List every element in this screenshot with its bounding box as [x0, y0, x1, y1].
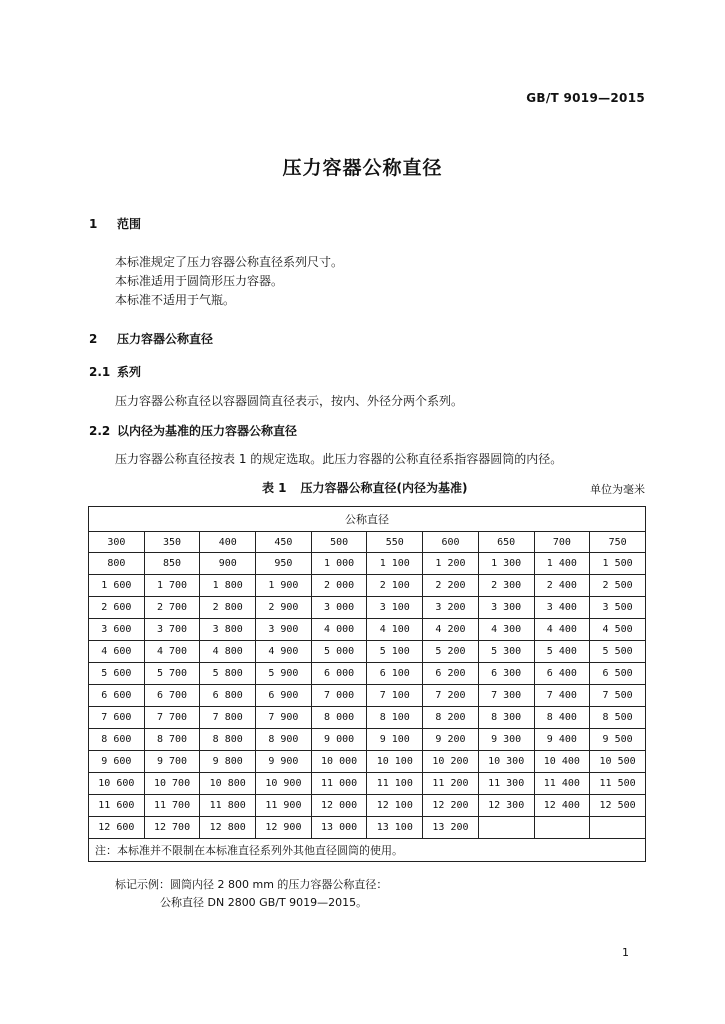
table-cell: 11 100 — [367, 773, 423, 795]
paragraph: 本标准适用于圆筒形压力容器。 — [115, 274, 284, 288]
table-cell: 3 200 — [423, 597, 479, 619]
section-2-2-heading — [89, 422, 297, 439]
table-cell: 3 400 — [534, 597, 590, 619]
table-cell: 8 800 — [200, 729, 256, 751]
table-cell: 4 300 — [478, 619, 534, 641]
table-cell: 10 700 — [144, 773, 200, 795]
table-cell: 1 700 — [144, 575, 200, 597]
table-cell: 450 — [256, 532, 312, 553]
table-cell: 11 800 — [200, 795, 256, 817]
table-cell: 10 800 — [200, 773, 256, 795]
section-2-1-heading — [89, 363, 141, 380]
table-cell: 10 500 — [590, 751, 646, 773]
table-cell — [478, 817, 534, 839]
table-cell: 10 000 — [311, 751, 367, 773]
table-cell: 11 600 — [89, 795, 145, 817]
table-note: 注：本标准并不限制在本标准直径系列外其他直径圆筒的使用。 — [89, 839, 646, 862]
table-cell: 12 700 — [144, 817, 200, 839]
table-cell: 3 500 — [590, 597, 646, 619]
standard-code: GB/T 9019—2015 — [526, 91, 645, 105]
table-cell: 11 200 — [423, 773, 479, 795]
table-cell: 1 000 — [311, 553, 367, 575]
section-number: 2.2 — [89, 424, 111, 438]
table-cell: 2 200 — [423, 575, 479, 597]
table-cell: 13 000 — [311, 817, 367, 839]
table-cell: 800 — [89, 553, 145, 575]
table-cell: 3 000 — [311, 597, 367, 619]
table-cell: 600 — [423, 532, 479, 553]
table-cell: 3 700 — [144, 619, 200, 641]
section-title: 系列 — [117, 365, 142, 379]
table-cell: 8 000 — [311, 707, 367, 729]
table-cell: 8 500 — [590, 707, 646, 729]
section-title: 压力容器公称直径 — [117, 332, 214, 346]
table-cell: 9 500 — [590, 729, 646, 751]
table-cell: 9 600 — [89, 751, 145, 773]
table-cell: 12 100 — [367, 795, 423, 817]
section-number: 2.1 — [89, 365, 111, 379]
table-note-row — [89, 839, 646, 862]
table-cell: 300 — [89, 532, 145, 553]
page-number: 1 — [622, 946, 629, 959]
table-cell: 2 700 — [144, 597, 200, 619]
table-cell: 1 500 — [590, 553, 646, 575]
table-cell: 750 — [590, 532, 646, 553]
table-cell: 4 100 — [367, 619, 423, 641]
table-cell: 8 400 — [534, 707, 590, 729]
table-row — [89, 773, 646, 795]
table-cell: 4 900 — [256, 641, 312, 663]
table-cell: 3 100 — [367, 597, 423, 619]
table-row — [89, 575, 646, 597]
table-cell: 5 400 — [534, 641, 590, 663]
table-cell: 4 200 — [423, 619, 479, 641]
table-cell: 6 400 — [534, 663, 590, 685]
table-cell: 1 400 — [534, 553, 590, 575]
table-row — [89, 685, 646, 707]
table-cell: 7 400 — [534, 685, 590, 707]
table-cell: 7 200 — [423, 685, 479, 707]
table-cell: 2 400 — [534, 575, 590, 597]
paragraph: 本标准规定了压力容器公称直径系列尺寸。 — [115, 255, 344, 269]
table-cell: 1 900 — [256, 575, 312, 597]
table-cell: 1 600 — [89, 575, 145, 597]
table-row — [89, 795, 646, 817]
table-cell: 11 900 — [256, 795, 312, 817]
table-cell: 10 600 — [89, 773, 145, 795]
table-cell: 500 — [311, 532, 367, 553]
table-cell: 2 100 — [367, 575, 423, 597]
table-cell: 11 300 — [478, 773, 534, 795]
table-cell: 6 800 — [200, 685, 256, 707]
table-cell: 5 100 — [367, 641, 423, 663]
table-cell: 4 700 — [144, 641, 200, 663]
table-row — [89, 729, 646, 751]
table-cell: 4 500 — [590, 619, 646, 641]
marking-example: 标记示例：圆筒内径 2 800 mm 的压力容器公称直径： — [115, 878, 388, 891]
table-row — [89, 641, 646, 663]
table-cell: 650 — [478, 532, 534, 553]
table-cell: 2 800 — [200, 597, 256, 619]
table-cell: 1 800 — [200, 575, 256, 597]
table-cell: 12 400 — [534, 795, 590, 817]
table-cell: 10 200 — [423, 751, 479, 773]
table-cell: 8 900 — [256, 729, 312, 751]
table-cell: 400 — [200, 532, 256, 553]
table-cell: 9 200 — [423, 729, 479, 751]
table-cell: 11 500 — [590, 773, 646, 795]
table-row — [89, 663, 646, 685]
table-cell: 4 800 — [200, 641, 256, 663]
table-cell: 11 000 — [311, 773, 367, 795]
table-cell: 7 700 — [144, 707, 200, 729]
table-cell: 12 300 — [478, 795, 534, 817]
table-cell: 2 600 — [89, 597, 145, 619]
table-cell: 4 600 — [89, 641, 145, 663]
table-cell: 9 900 — [256, 751, 312, 773]
table-cell: 10 300 — [478, 751, 534, 773]
table-cell: 10 400 — [534, 751, 590, 773]
table-cell: 12 500 — [590, 795, 646, 817]
table-cell: 9 700 — [144, 751, 200, 773]
table-cell: 5 300 — [478, 641, 534, 663]
table-row — [89, 751, 646, 773]
table-cell: 5 700 — [144, 663, 200, 685]
table-cell — [534, 817, 590, 839]
section-title: 以内径为基准的压力容器公称直径 — [117, 424, 298, 438]
table-cell: 9 300 — [478, 729, 534, 751]
section-title: 范围 — [117, 217, 142, 231]
table-cell: 11 700 — [144, 795, 200, 817]
table-cell: 3 900 — [256, 619, 312, 641]
table-cell: 900 — [200, 553, 256, 575]
table-cell: 2 000 — [311, 575, 367, 597]
table-row — [89, 553, 646, 575]
table-cell: 5 500 — [590, 641, 646, 663]
table-row — [89, 532, 646, 553]
table-cell: 10 900 — [256, 773, 312, 795]
table-cell: 4 400 — [534, 619, 590, 641]
table-cell: 5 200 — [423, 641, 479, 663]
table-cell: 3 300 — [478, 597, 534, 619]
table-unit: 单位为毫米 — [590, 483, 645, 496]
table-cell: 1 100 — [367, 553, 423, 575]
table-cell: 9 100 — [367, 729, 423, 751]
diameter-table — [88, 506, 646, 862]
table-cell: 8 700 — [144, 729, 200, 751]
table-cell: 7 300 — [478, 685, 534, 707]
table-cell: 6 100 — [367, 663, 423, 685]
table-cell: 1 200 — [423, 553, 479, 575]
table-cell: 8 300 — [478, 707, 534, 729]
paragraph: 压力容器公称直径按表 1 的规定选取。此压力容器的公称直径系指容器圆筒的内径。 — [115, 452, 563, 466]
table-cell: 7 500 — [590, 685, 646, 707]
table-cell: 7 800 — [200, 707, 256, 729]
table-cell: 7 900 — [256, 707, 312, 729]
table-cell: 12 800 — [200, 817, 256, 839]
table-cell: 12 200 — [423, 795, 479, 817]
table-cell: 6 000 — [311, 663, 367, 685]
table-cell: 7 600 — [89, 707, 145, 729]
table-cell: 13 200 — [423, 817, 479, 839]
table-cell — [590, 817, 646, 839]
table-cell: 12 900 — [256, 817, 312, 839]
table-cell: 8 100 — [367, 707, 423, 729]
table-label: 表 1 — [262, 481, 287, 495]
table-cell: 550 — [367, 532, 423, 553]
table-cell: 850 — [144, 553, 200, 575]
table-cell: 6 600 — [89, 685, 145, 707]
table-cell: 6 700 — [144, 685, 200, 707]
document-title: 压力容器公称直径 — [282, 157, 443, 179]
table-cell: 9 400 — [534, 729, 590, 751]
table-cell: 9 800 — [200, 751, 256, 773]
table-cell: 4 000 — [311, 619, 367, 641]
table-row — [89, 707, 646, 729]
table-cell: 12 000 — [311, 795, 367, 817]
table-cell: 3 800 — [200, 619, 256, 641]
section-number: 1 — [89, 217, 98, 231]
table-row — [89, 597, 646, 619]
table-cell: 2 900 — [256, 597, 312, 619]
table-caption — [262, 479, 468, 496]
table-cell: 950 — [256, 553, 312, 575]
section-number: 2 — [89, 332, 98, 346]
table-cell: 350 — [144, 532, 200, 553]
table-cell: 5 000 — [311, 641, 367, 663]
table-cell: 7 000 — [311, 685, 367, 707]
table-cell: 2 300 — [478, 575, 534, 597]
table-cell: 700 — [534, 532, 590, 553]
table-row — [89, 619, 646, 641]
table-cell: 8 200 — [423, 707, 479, 729]
table-cell: 6 900 — [256, 685, 312, 707]
paragraph: 压力容器公称直径以容器圆筒直径表示，按内、外径分两个系列。 — [115, 394, 464, 408]
section-2-heading — [89, 330, 213, 347]
table-cell: 5 600 — [89, 663, 145, 685]
table-cell: 5 800 — [200, 663, 256, 685]
table-cell: 1 300 — [478, 553, 534, 575]
table-cell: 5 900 — [256, 663, 312, 685]
table-cell: 2 500 — [590, 575, 646, 597]
table-title: 压力容器公称直径(内径为基准) — [300, 481, 468, 495]
table-cell: 8 600 — [89, 729, 145, 751]
table-row — [89, 817, 646, 839]
table-cell: 9 000 — [311, 729, 367, 751]
table-cell: 13 100 — [367, 817, 423, 839]
marking-example-value: 公称直径 DN 2800 GB/T 9019—2015。 — [160, 896, 368, 909]
paragraph: 本标准不适用于气瓶。 — [115, 293, 236, 307]
table-cell: 11 400 — [534, 773, 590, 795]
table-cell: 12 600 — [89, 817, 145, 839]
section-1-heading — [89, 215, 141, 232]
table-cell: 6 500 — [590, 663, 646, 685]
table-cell: 3 600 — [89, 619, 145, 641]
table-column-caption: 公称直径 — [89, 507, 646, 532]
table-cell: 10 100 — [367, 751, 423, 773]
table-cell: 7 100 — [367, 685, 423, 707]
table-cell: 6 300 — [478, 663, 534, 685]
table-cell: 6 200 — [423, 663, 479, 685]
